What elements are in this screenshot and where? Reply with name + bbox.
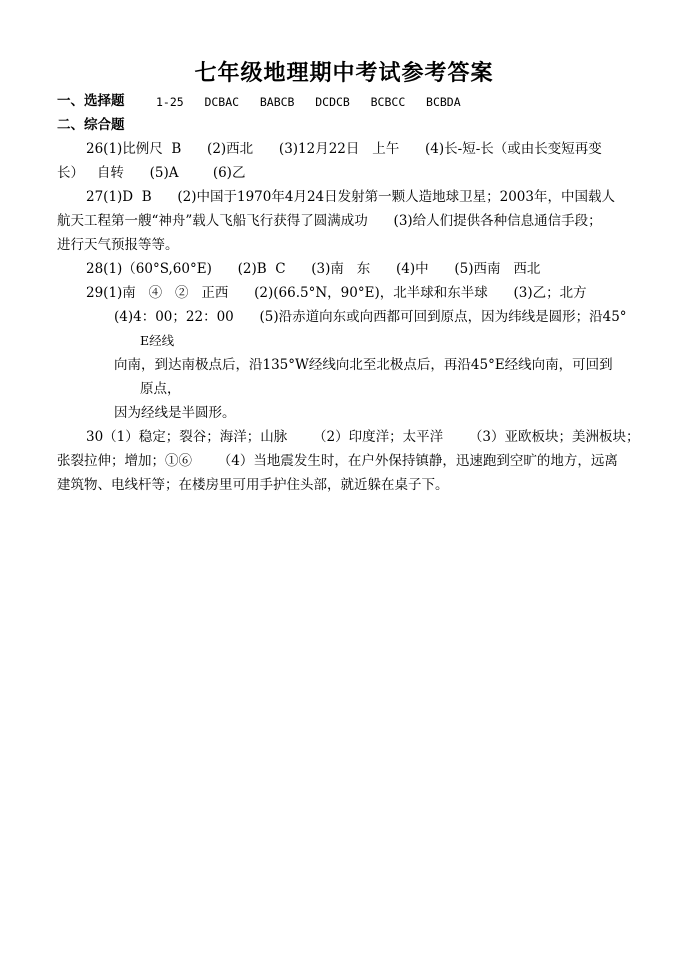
- q29-line5: 原点，: [140, 381, 181, 397]
- q30-line1: 30（1）稳定；裂谷；海洋；山脉 （2）印度洋；太平洋 （3）亚欧板块；美洲板块；: [86, 429, 640, 445]
- q30-line3: 建筑物、电线杆等；在楼房里可用手护住头部，就近躲在桌子下。: [57, 477, 449, 493]
- q28-line1: 28(1)（60°S,60°E) (2)B C (3)南 东 (4)中 (5)西南 西北: [86, 261, 541, 277]
- q29-line4: 向南，到达南极点后，沿135°W经线向北至北极点后，再沿45°E经线向南，可回到: [114, 357, 613, 373]
- section1-heading: 一、选择题: [57, 93, 125, 109]
- q29-line3: E经线: [140, 333, 175, 348]
- q30-line2: 张裂拉伸；增加；①⑥ （4）当地震发生时，在户外保持镇静，迅速跑到空旷的地方，远离: [57, 453, 618, 469]
- page-title: 七年级地理期中考试参考答案: [194, 61, 494, 86]
- q29-line6: 因为经线是半圆形。: [114, 405, 236, 421]
- section2-heading: 二、综合题: [57, 117, 125, 133]
- q27-line2: 航天工程第一艘“神舟”载人飞船飞行获得了圆满成功 (3)给人们提供各种信息通信手段；: [57, 213, 602, 229]
- q26-line2: 长） 自转 (5)A (6)乙: [57, 165, 246, 181]
- q27-line3: 进行天气预报等等。: [57, 237, 179, 253]
- q26-line1: 26(1)比例尺 B (2)西北 (3)12月22日 上午 (4)长-短-长（或由长变短再变: [86, 141, 602, 157]
- section1-answers: 1-25 DCBAC BABCB DCDCB BCBCC BCBDA: [156, 95, 461, 109]
- q29-line1: 29(1)南 ④ ② 正西 (2)(66.5°N，90°E)，北半球和东半球 (3)乙；北方: [86, 285, 587, 301]
- q27-line1: 27(1)D B (2)中国于1970年4月24日发射第一颗人造地球卫星；2003年，中国载人: [86, 189, 615, 205]
- q29-line2: (4)4：00；22：00 (5)沿赤道向东或向西都可回到原点，因为纬线是圆形；沿45°: [114, 309, 627, 325]
